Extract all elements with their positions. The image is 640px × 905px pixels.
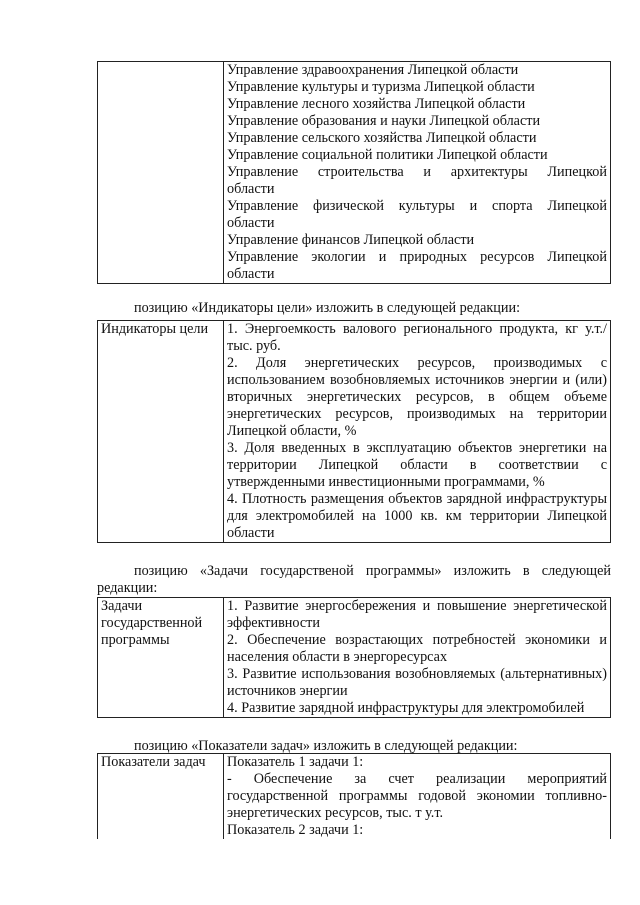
list-item: Показатель 1 задачи 1:: [227, 754, 364, 770]
list-item: - Обеспечение за счет реализации мероприятий государственной программы годовой экономии топливно-энергетических ресурсов, тыс. т у.т.: [227, 771, 607, 821]
list-item: Управление образования и науки Липецкой области: [227, 113, 541, 129]
administrations-cell: [224, 62, 611, 284]
list-item: 1. Энергоемкость валового регионального продукта, кг у.т./тыс. руб.: [227, 321, 607, 354]
paragraph-tasks-text: позицию «Задачи государственой программы» изложить в следующей редакции:: [97, 563, 611, 596]
list-item: Показатель 2 задачи 1:: [227, 822, 364, 838]
list-item: 2. Обеспечение возрастающих потребностей экономики и населения области в энергоресурсах: [227, 632, 607, 665]
tasks-table: [97, 597, 611, 718]
list-item: 1. Развитие энергосбережения и повышение энергетической эффективности: [227, 598, 607, 631]
indicators-table: [97, 320, 611, 543]
task-indicators-label: Показатели задач: [98, 754, 224, 840]
list-item: Управление финансов Липецкой области: [227, 232, 475, 248]
list-item: Управление сельского хозяйства Липецкой области: [227, 130, 537, 146]
tasks-label: Задачи государственной программы: [98, 598, 224, 718]
table-row: [98, 321, 611, 543]
list-item: Управление социальной политики Липецкой области: [227, 147, 548, 163]
list-item: области: [227, 215, 275, 231]
table-row: [98, 62, 611, 284]
list-item: 4. Развитие зарядной инфраструктуры для электромобилей: [227, 700, 585, 716]
paragraph-tasks: [97, 563, 611, 597]
list-item: Управление культуры и туризма Липецкой области: [227, 79, 535, 95]
list-item: области: [227, 266, 275, 282]
tasks-cell: [224, 598, 611, 718]
list-item: Управление здравоохранения Липецкой области: [227, 62, 519, 78]
task-indicators-table: [97, 753, 611, 839]
list-item: Управление экологии и природных ресурсов Липецкой: [227, 249, 607, 265]
table-cell-empty: [98, 62, 224, 284]
task-indicators-cell: [224, 754, 611, 840]
table-row: [98, 598, 611, 718]
list-item: Управление физической культуры и спорта Липецкой: [227, 198, 607, 214]
indicators-label: Индикаторы цели: [98, 321, 224, 543]
list-item: 2. Доля энергетических ресурсов, производимых с использованием возобновляемых источников энергии и (или) вторичных энергетических ресурсов, в общем объеме энергетических ресурсов, производимых на территории Липецкой области, %: [227, 355, 607, 439]
list-item: 4. Плотность размещения объектов зарядной инфраструктуры для электромобилей на 1000 кв. км территории Липецкой области: [227, 491, 607, 541]
list-item: 3. Доля введенных в эксплуатацию объектов энергетики на территории Липецкой области в соответствии с утвержденными инвестиционными программами, %: [227, 440, 607, 490]
list-item: области: [227, 181, 275, 197]
list-item: 3. Развитие использования возобновляемых (альтернативных) источников энергии: [227, 666, 607, 699]
indicators-cell: [224, 321, 611, 543]
list-item: Управление лесного хозяйства Липецкой области: [227, 96, 526, 112]
list-item: Управление строительства и архитектуры Липецкой: [227, 164, 607, 180]
paragraph-indicators: позицию «Индикаторы цели» изложить в следующей редакции:: [134, 300, 521, 316]
paragraph-task-indicators: позицию «Показатели задач» изложить в следующей редакции:: [134, 738, 518, 754]
table-row: [98, 754, 611, 840]
administrations-table: [97, 61, 611, 284]
